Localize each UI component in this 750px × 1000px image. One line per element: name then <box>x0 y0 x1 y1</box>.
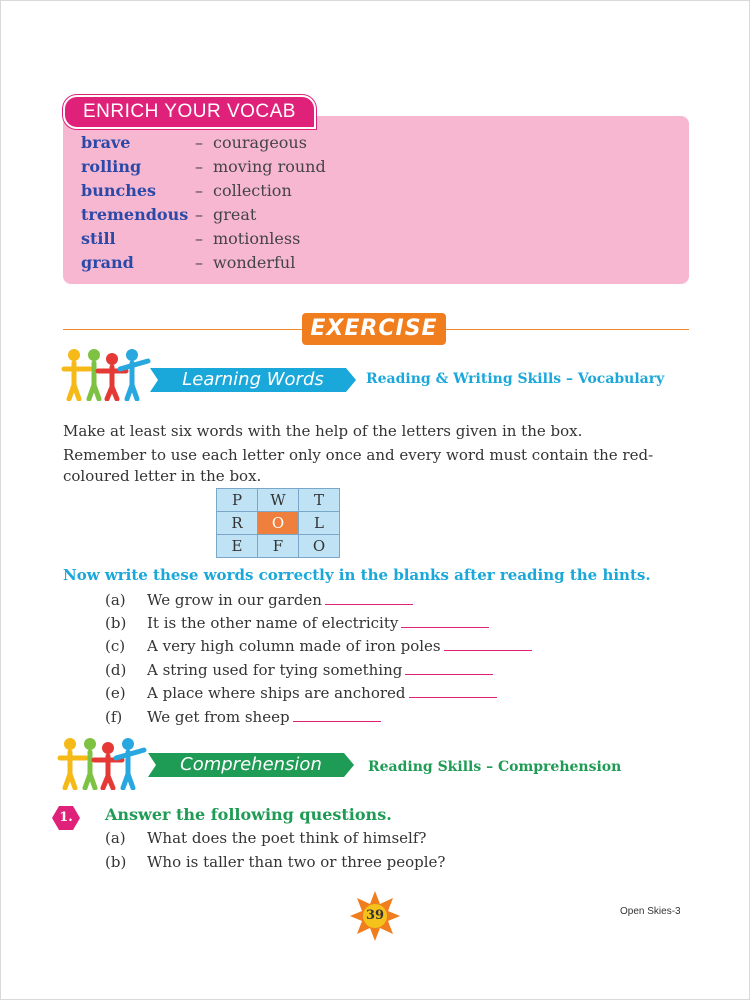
grid-cell: R <box>217 512 258 535</box>
question-item <box>105 827 426 850</box>
hint-item <box>105 635 532 658</box>
vocab-word: grand <box>81 253 134 272</box>
vocab-dash: – <box>195 205 203 224</box>
hint-text: A string used for tying something <box>147 661 403 679</box>
hint-text: It is the other name of electricity <box>147 614 399 632</box>
learning-words-title: Learning Words <box>182 369 324 390</box>
hint-item <box>105 612 489 635</box>
grid-row <box>217 489 340 512</box>
hint-item <box>105 659 493 682</box>
learning-words-skill: Reading & Writing Skills – Vocabulary <box>366 371 665 387</box>
instruction-1: Make at least six words with the help of the letters given in the box. <box>63 422 583 440</box>
vocab-word: tremendous <box>81 205 189 224</box>
hint-item <box>105 682 497 705</box>
vocab-meaning: wonderful <box>213 253 296 272</box>
hint-label: (f) <box>105 708 123 726</box>
vocab-word: bunches <box>81 181 157 200</box>
hint-item <box>105 706 381 729</box>
hint-text: A very high column made of iron poles <box>147 637 441 655</box>
question-text: What does the poet think of himself? <box>147 829 427 847</box>
vocab-dash: – <box>195 133 203 152</box>
vocab-dash: – <box>195 181 203 200</box>
comprehension-banner <box>148 749 354 781</box>
question-item <box>105 851 445 874</box>
vocab-meaning: courageous <box>213 133 307 152</box>
hint-text: We get from sheep <box>147 708 290 726</box>
page-number-badge <box>349 890 401 942</box>
hint-label: (c) <box>105 637 126 655</box>
learning-words-banner <box>150 364 356 396</box>
hints-heading: Now write these words correctly in the blanks after reading the hints. <box>63 566 651 584</box>
grid-cell: T <box>299 489 340 512</box>
vocab-word: rolling <box>81 157 142 176</box>
answer-blank[interactable] <box>401 614 489 628</box>
hint-item <box>105 589 413 612</box>
vocab-dash: – <box>195 253 203 272</box>
comprehension-title: Comprehension <box>180 754 322 775</box>
question-label: (b) <box>105 853 127 871</box>
exercise-heading: EXERCISE <box>302 313 446 345</box>
vocab-word: brave <box>81 133 131 152</box>
exercise-rule-right <box>446 329 689 330</box>
vocab-meaning: collection <box>213 181 292 200</box>
vocab-word: still <box>81 229 116 248</box>
answer-blank[interactable] <box>325 591 413 605</box>
answer-blank[interactable] <box>409 684 497 698</box>
question-number-badge <box>52 805 80 831</box>
vocab-meaning: moving round <box>213 157 326 176</box>
hint-label: (d) <box>105 661 127 679</box>
hint-text: A place where ships are anchored <box>147 684 406 702</box>
grid-cell-red: O <box>258 512 299 535</box>
grid-cell: O <box>299 535 340 558</box>
hint-label: (b) <box>105 614 127 632</box>
vocab-title: ENRICH YOUR VOCAB <box>63 95 316 129</box>
children-group-icon <box>56 736 148 790</box>
grid-cell: L <box>299 512 340 535</box>
book-title: Open Skies-3 <box>620 906 681 917</box>
grid-cell: P <box>217 489 258 512</box>
instruction-2: Remember to use each letter only once and every word must contain the red-coloured letter in the box. <box>63 446 654 485</box>
grid-row <box>217 512 340 535</box>
answer-blank[interactable] <box>444 637 532 651</box>
vocab-dash: – <box>195 229 203 248</box>
hint-label: (e) <box>105 684 126 702</box>
grid-row <box>217 535 340 558</box>
vocab-meaning: great <box>213 205 257 224</box>
questions-heading: Answer the following questions. <box>105 805 392 824</box>
question-number: 1. <box>59 810 73 825</box>
comprehension-skill: Reading Skills – Comprehension <box>368 759 622 775</box>
exercise-rule-left <box>63 329 303 330</box>
hint-label: (a) <box>105 591 126 609</box>
grid-cell: W <box>258 489 299 512</box>
vocab-box <box>63 116 689 284</box>
question-text: Who is taller than two or three people? <box>147 853 446 871</box>
vocab-dash: – <box>195 157 203 176</box>
answer-blank[interactable] <box>405 661 493 675</box>
children-group-icon <box>60 347 152 401</box>
question-label: (a) <box>105 829 126 847</box>
grid-cell: F <box>258 535 299 558</box>
grid-cell: E <box>217 535 258 558</box>
answer-blank[interactable] <box>293 708 381 722</box>
vocab-meaning: motionless <box>213 229 301 248</box>
letter-grid <box>216 488 340 558</box>
page-number: 39 <box>365 908 385 923</box>
hint-text: We grow in our garden <box>147 591 322 609</box>
